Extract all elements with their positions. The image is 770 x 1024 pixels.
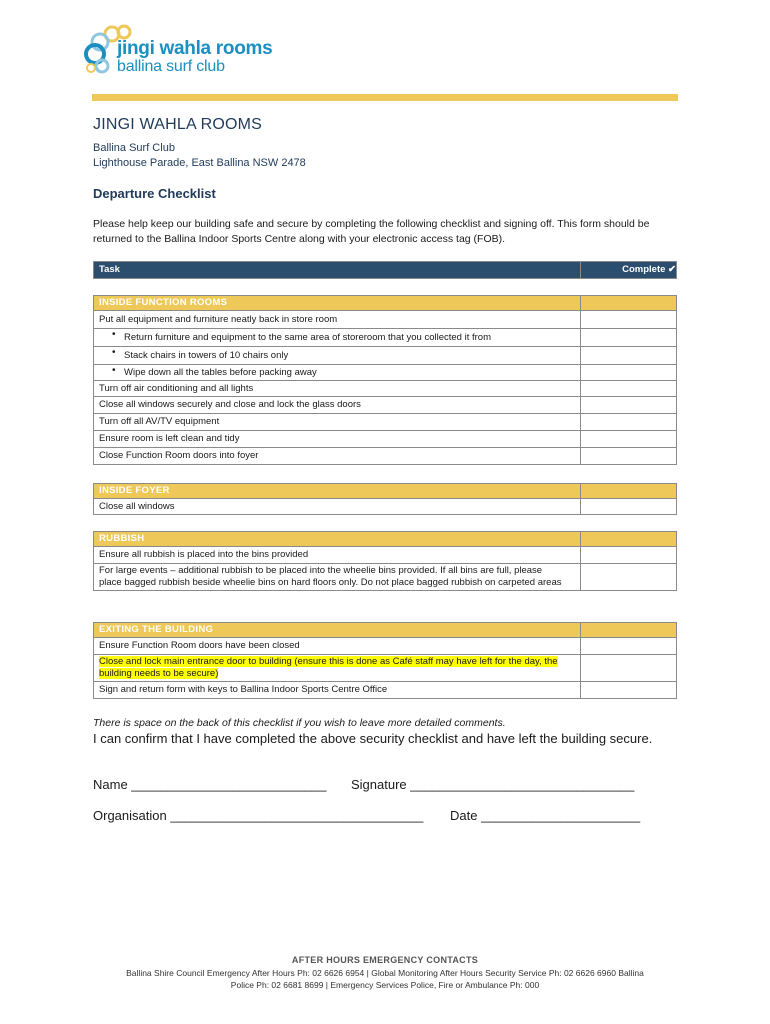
- section-title-spacer: [581, 484, 677, 499]
- task-subitem: • Stack chairs in towers of 10 chairs only: [94, 347, 581, 365]
- task-item: Turn off air conditioning and all lights: [94, 381, 581, 397]
- emergency-line-1: Ballina Shire Council Emergency After Hours Ph: 02 6626 6954 | Global Monitoring After Hours Security Service Ph: 02 6626 6960 Ballina: [126, 968, 644, 978]
- highlighted-text: Close and lock main entrance door to building (ensure this is done as Café staff may have left for the day, the building needs to be secure): [99, 656, 558, 679]
- task-item: Close all windows: [94, 499, 581, 515]
- section-title: EXITING THE BUILDING: [94, 623, 581, 638]
- complete-checkbox[interactable]: [581, 564, 677, 591]
- checklist-header-table: [93, 261, 677, 279]
- complete-checkbox[interactable]: [581, 448, 677, 465]
- task-item: Ensure room is left clean and tidy: [94, 431, 581, 448]
- emergency-line-2: Police Ph: 02 6681 8699 | Emergency Services Police, Fire or Ambulance Ph: 000: [230, 980, 540, 990]
- complete-column-header: Complete ✔: [581, 262, 677, 279]
- complete-checkbox[interactable]: [581, 414, 677, 431]
- section-title: RUBBISH: [94, 532, 581, 547]
- logo-wordmark: jingi wahla rooms: [117, 38, 273, 59]
- complete-checkbox[interactable]: [581, 311, 677, 329]
- task-subitem: • Wipe down all the tables before packing away: [94, 365, 581, 381]
- section-title-spacer: [581, 296, 677, 311]
- task-item: Put all equipment and furniture neatly back in store room: [94, 311, 581, 329]
- complete-checkbox[interactable]: [581, 547, 677, 564]
- exiting-table: [93, 622, 677, 699]
- complete-checkbox[interactable]: [581, 499, 677, 515]
- task-subitem: • Return furniture and equipment to the same area of storeroom that you collected it from: [94, 329, 581, 347]
- complete-checkbox[interactable]: [581, 381, 677, 397]
- address-line-2: Lighthouse Parade, East Ballina NSW 2478: [93, 157, 306, 169]
- intro-paragraph: Please help keep our building safe and secure by completing the following checklist and signing off. This form should be returned to the Ballina Indoor Sports Centre along with your electronic access tag (FOB).: [93, 218, 650, 245]
- task-column-header: Task: [94, 262, 581, 279]
- complete-checkbox[interactable]: [581, 329, 677, 347]
- section-title: INSIDE FOYER: [94, 484, 581, 499]
- complete-checkbox[interactable]: [581, 431, 677, 448]
- section-title: INSIDE FUNCTION ROOMS: [94, 296, 581, 311]
- complete-checkbox[interactable]: [581, 682, 677, 699]
- complete-checkbox[interactable]: [581, 638, 677, 655]
- task-item-highlighted: [94, 655, 581, 682]
- foyer-table: [93, 483, 677, 515]
- complete-checkbox[interactable]: [581, 347, 677, 365]
- task-item: For large events – additional rubbish to be placed into the wheelie bins provided. If all bins are full, please place bagged rubbish beside wheelie bins on hard floors only. Do not place bagged rubbish on carpeted areas: [94, 564, 581, 591]
- task-item: Close Function Room doors into foyer: [94, 448, 581, 465]
- task-item: Ensure Function Room doors have been closed: [94, 638, 581, 655]
- logo-subtitle: ballina surf club: [117, 58, 225, 75]
- task-item: Close all windows securely and close and lock the glass doors: [94, 397, 581, 414]
- function-rooms-table: [93, 295, 677, 465]
- task-item: Ensure all rubbish is placed into the bins provided: [94, 547, 581, 564]
- organisation-field[interactable]: Organisation ___________________________________: [93, 808, 424, 823]
- complete-checkbox[interactable]: [581, 397, 677, 414]
- date-field[interactable]: Date ______________________: [450, 808, 641, 823]
- confirmation-statement: I can confirm that I have completed the above security checklist and have left the building secure.: [93, 731, 653, 746]
- name-field[interactable]: Name ___________________________: [93, 777, 327, 792]
- task-item: Turn off all AV/TV equipment: [94, 414, 581, 431]
- page-title: JINGI WAHLA ROOMS: [93, 116, 263, 133]
- comments-note: There is space on the back of this checklist if you wish to leave more detailed comments.: [93, 717, 506, 729]
- signature-field[interactable]: Signature _______________________________: [351, 777, 635, 792]
- complete-checkbox[interactable]: [581, 365, 677, 381]
- header-divider: [92, 94, 678, 101]
- rubbish-table: [93, 531, 677, 591]
- checklist-title: Departure Checklist: [93, 186, 216, 201]
- section-title-spacer: [581, 532, 677, 547]
- address-line-1: Ballina Surf Club: [93, 142, 175, 154]
- emergency-title: AFTER HOURS EMERGENCY CONTACTS: [291, 955, 479, 965]
- task-item: Sign and return form with keys to Ballina Indoor Sports Centre Office: [94, 682, 581, 699]
- complete-checkbox[interactable]: [581, 655, 677, 682]
- section-title-spacer: [581, 623, 677, 638]
